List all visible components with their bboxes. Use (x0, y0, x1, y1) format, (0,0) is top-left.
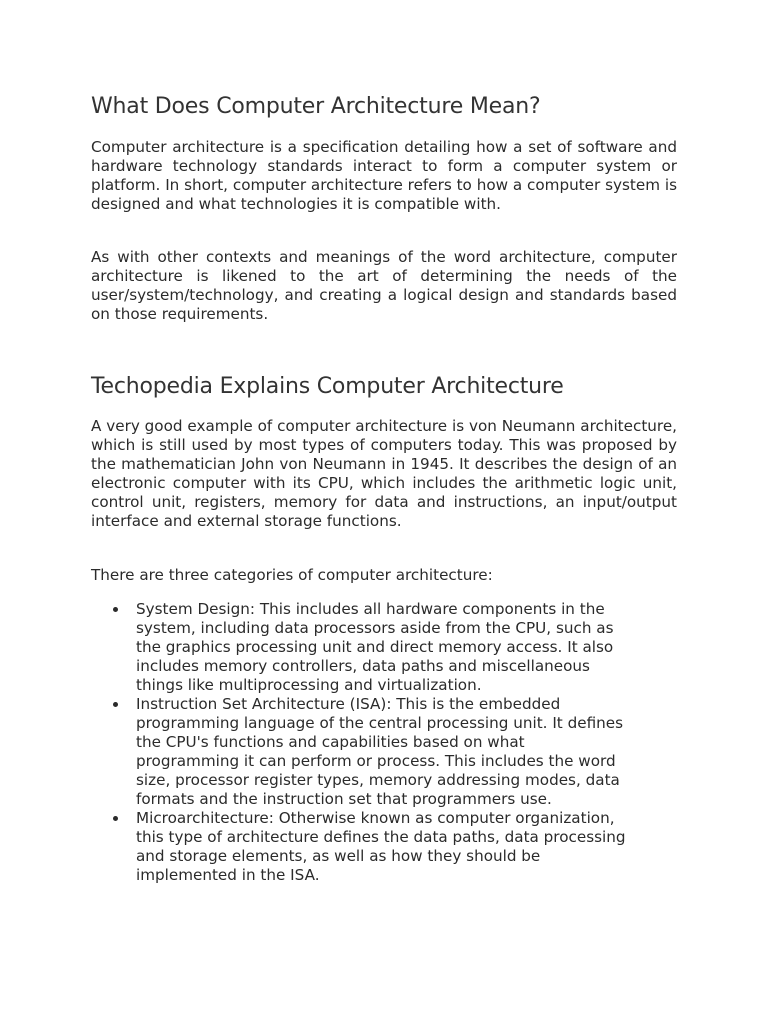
bullet-icon (113, 816, 118, 821)
bullet-icon (113, 607, 118, 612)
list-item (91, 695, 631, 809)
list-item-text: Microarchitecture: Otherwise known as computer organization, this type of architecture defines the data paths, data processing and storage elements, as well as how they should be implemented in the ISA. (136, 809, 626, 884)
paragraph-categories-intro: There are three categories of computer architecture: (91, 566, 493, 584)
paragraph-context: As with other contexts and meanings of the word architecture, computer architecture is likened to the art of determining the needs of the user/system/technology, and creating a logical design and standards based on those requirements. (91, 248, 677, 323)
paragraph-von-neumann: A very good example of computer architecture is von Neumann architecture, which is still used by most types of computers today. This was proposed by the mathematician John von Neumann in 1945. It describes the design of an electronic computer with its CPU, which includes the arithmetic logic unit, control unit, registers, memory for data and instructions, an input/output interface and external storage functions. (91, 417, 677, 530)
list-item-text: Instruction Set Architecture (ISA): This is the embedded programming language of the central processing unit. It defines the CPU's functions and capabilities based on what programming it can perform or process. This includes the word size, processor register types, memory addressing modes, data formats and the instruction set that programmers use. (136, 695, 624, 808)
list-item-text: System Design: This includes all hardware components in the system, including data processors aside from the CPU, such as the graphics processing unit and direct memory access. It also includes memory controllers, data paths and miscellaneous things like multiprocessing and virtualization. (136, 600, 614, 694)
list-item (91, 809, 631, 885)
bullet-icon (113, 702, 118, 707)
paragraph-definition: Computer architecture is a specification detailing how a set of software and hardware technology standards interact to form a computer system or platform. In short, computer architecture refers to how a computer system is designed and what technologies it is compatible with. (91, 138, 677, 213)
section-heading-meaning: What Does Computer Architecture Mean? (91, 94, 541, 119)
categories-list (91, 600, 631, 885)
section-heading-explains: Techopedia Explains Computer Architecture (91, 374, 564, 399)
list-item (91, 600, 631, 695)
